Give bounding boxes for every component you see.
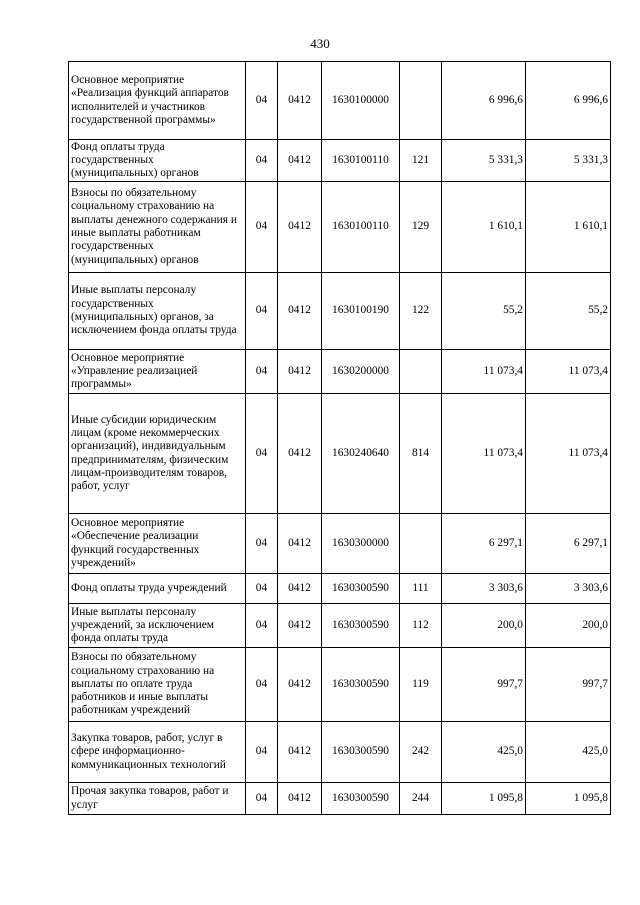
cell-amount-2: 3 303,6 — [526, 574, 611, 604]
cell-expense-type: 244 — [400, 783, 442, 815]
cell-target-article: 1630300590 — [322, 604, 400, 648]
cell-expense-type: 129 — [400, 182, 442, 273]
cell-subsection: 0412 — [278, 140, 322, 182]
cell-amount-1: 3 303,6 — [442, 574, 526, 604]
cell-amount-2: 6 297,1 — [526, 514, 611, 574]
cell-amount-1: 5 331,3 — [442, 140, 526, 182]
cell-section: 04 — [246, 394, 278, 514]
cell-section: 04 — [246, 722, 278, 783]
cell-target-article: 1630200000 — [322, 350, 400, 394]
cell-name: Основное мероприятие «Обеспечение реализации функций государственных учреждений» — [69, 514, 246, 574]
cell-subsection: 0412 — [278, 273, 322, 350]
cell-subsection: 0412 — [278, 648, 322, 722]
cell-expense-type: 122 — [400, 273, 442, 350]
cell-section: 04 — [246, 182, 278, 273]
table-row — [69, 574, 611, 604]
cell-amount-1: 200,0 — [442, 604, 526, 648]
cell-expense-type: 112 — [400, 604, 442, 648]
cell-section: 04 — [246, 783, 278, 815]
cell-target-article: 1630100000 — [322, 62, 400, 140]
cell-name: Иные выплаты персоналу государственных (муниципальных) органов, за исключением фонда оплаты труда — [69, 273, 246, 350]
cell-subsection: 0412 — [278, 783, 322, 815]
cell-amount-1: 6 996,6 — [442, 62, 526, 140]
cell-section: 04 — [246, 273, 278, 350]
cell-name: Иные выплаты персоналу учреждений, за исключением фонда оплаты труда — [69, 604, 246, 648]
cell-subsection: 0412 — [278, 604, 322, 648]
cell-subsection: 0412 — [278, 182, 322, 273]
cell-section: 04 — [246, 62, 278, 140]
cell-amount-1: 425,0 — [442, 722, 526, 783]
table-row — [69, 514, 611, 574]
cell-name: Иные субсидии юридическим лицам (кроме некоммерческих организаций), индивидуальным предпринимателям, физическим лицам-производителям товаров, работ, услуг — [69, 394, 246, 514]
cell-amount-1: 997,7 — [442, 648, 526, 722]
cell-amount-2: 6 996,6 — [526, 62, 611, 140]
table-row — [69, 394, 611, 514]
cell-subsection: 0412 — [278, 350, 322, 394]
page-number: 430 — [310, 36, 330, 51]
cell-target-article: 1630100190 — [322, 273, 400, 350]
cell-amount-1: 1 610,1 — [442, 182, 526, 273]
cell-name: Взносы по обязательному социальному страхованию на выплаты денежного содержания и иные выплаты работникам государственных (муниципальных) органов — [69, 182, 246, 273]
cell-amount-2: 200,0 — [526, 604, 611, 648]
cell-subsection: 0412 — [278, 62, 322, 140]
cell-target-article: 1630240640 — [322, 394, 400, 514]
cell-target-article: 1630300000 — [322, 514, 400, 574]
table-row — [69, 140, 611, 182]
cell-expense-type: 242 — [400, 722, 442, 783]
table-row — [69, 722, 611, 783]
cell-amount-2: 11 073,4 — [526, 350, 611, 394]
cell-amount-2: 1 610,1 — [526, 182, 611, 273]
cell-section: 04 — [246, 140, 278, 182]
cell-amount-1: 6 297,1 — [442, 514, 526, 574]
cell-amount-2: 1 095,8 — [526, 783, 611, 815]
cell-subsection: 0412 — [278, 722, 322, 783]
cell-section: 04 — [246, 574, 278, 604]
cell-amount-2: 425,0 — [526, 722, 611, 783]
cell-subsection: 0412 — [278, 394, 322, 514]
cell-target-article: 1630100110 — [322, 140, 400, 182]
cell-section: 04 — [246, 648, 278, 722]
cell-amount-1: 1 095,8 — [442, 783, 526, 815]
cell-amount-2: 5 331,3 — [526, 140, 611, 182]
table-row — [69, 783, 611, 815]
cell-amount-1: 11 073,4 — [442, 394, 526, 514]
cell-amount-2: 997,7 — [526, 648, 611, 722]
cell-amount-1: 55,2 — [442, 273, 526, 350]
cell-section: 04 — [246, 514, 278, 574]
cell-expense-type — [400, 350, 442, 394]
cell-target-article: 1630300590 — [322, 722, 400, 783]
table-row — [69, 604, 611, 648]
cell-name: Прочая закупка товаров, работ и услуг — [69, 783, 246, 815]
cell-expense-type — [400, 62, 442, 140]
cell-expense-type: 111 — [400, 574, 442, 604]
cell-target-article: 1630300590 — [322, 574, 400, 604]
cell-subsection: 0412 — [278, 514, 322, 574]
cell-expense-type: 814 — [400, 394, 442, 514]
cell-name: Взносы по обязательному социальному страхованию на выплаты по оплате труда работников и иные выплаты работникам учреждений — [69, 648, 246, 722]
cell-amount-1: 11 073,4 — [442, 350, 526, 394]
cell-amount-2: 11 073,4 — [526, 394, 611, 514]
cell-target-article: 1630300590 — [322, 648, 400, 722]
table-row — [69, 62, 611, 140]
cell-name: Фонд оплаты труда учреждений — [69, 574, 246, 604]
cell-section: 04 — [246, 604, 278, 648]
table-row — [69, 182, 611, 273]
cell-name: Основное мероприятие «Управление реализацией программы» — [69, 350, 246, 394]
cell-name: Закупка товаров, работ, услуг в сфере информационно-коммуникационных технологий — [69, 722, 246, 783]
cell-name: Основное мероприятие «Реализация функций аппаратов исполнителей и участников государственной программы» — [69, 62, 246, 140]
cell-expense-type — [400, 514, 442, 574]
cell-target-article: 1630300590 — [322, 783, 400, 815]
cell-amount-2: 55,2 — [526, 273, 611, 350]
cell-target-article: 1630100110 — [322, 182, 400, 273]
cell-section: 04 — [246, 350, 278, 394]
cell-expense-type: 119 — [400, 648, 442, 722]
table-row — [69, 648, 611, 722]
budget-table — [68, 61, 611, 815]
cell-expense-type: 121 — [400, 140, 442, 182]
table-row — [69, 350, 611, 394]
cell-subsection: 0412 — [278, 574, 322, 604]
table-body — [69, 62, 611, 815]
cell-name: Фонд оплаты труда государственных (муниципальных) органов — [69, 140, 246, 182]
table-row — [69, 273, 611, 350]
